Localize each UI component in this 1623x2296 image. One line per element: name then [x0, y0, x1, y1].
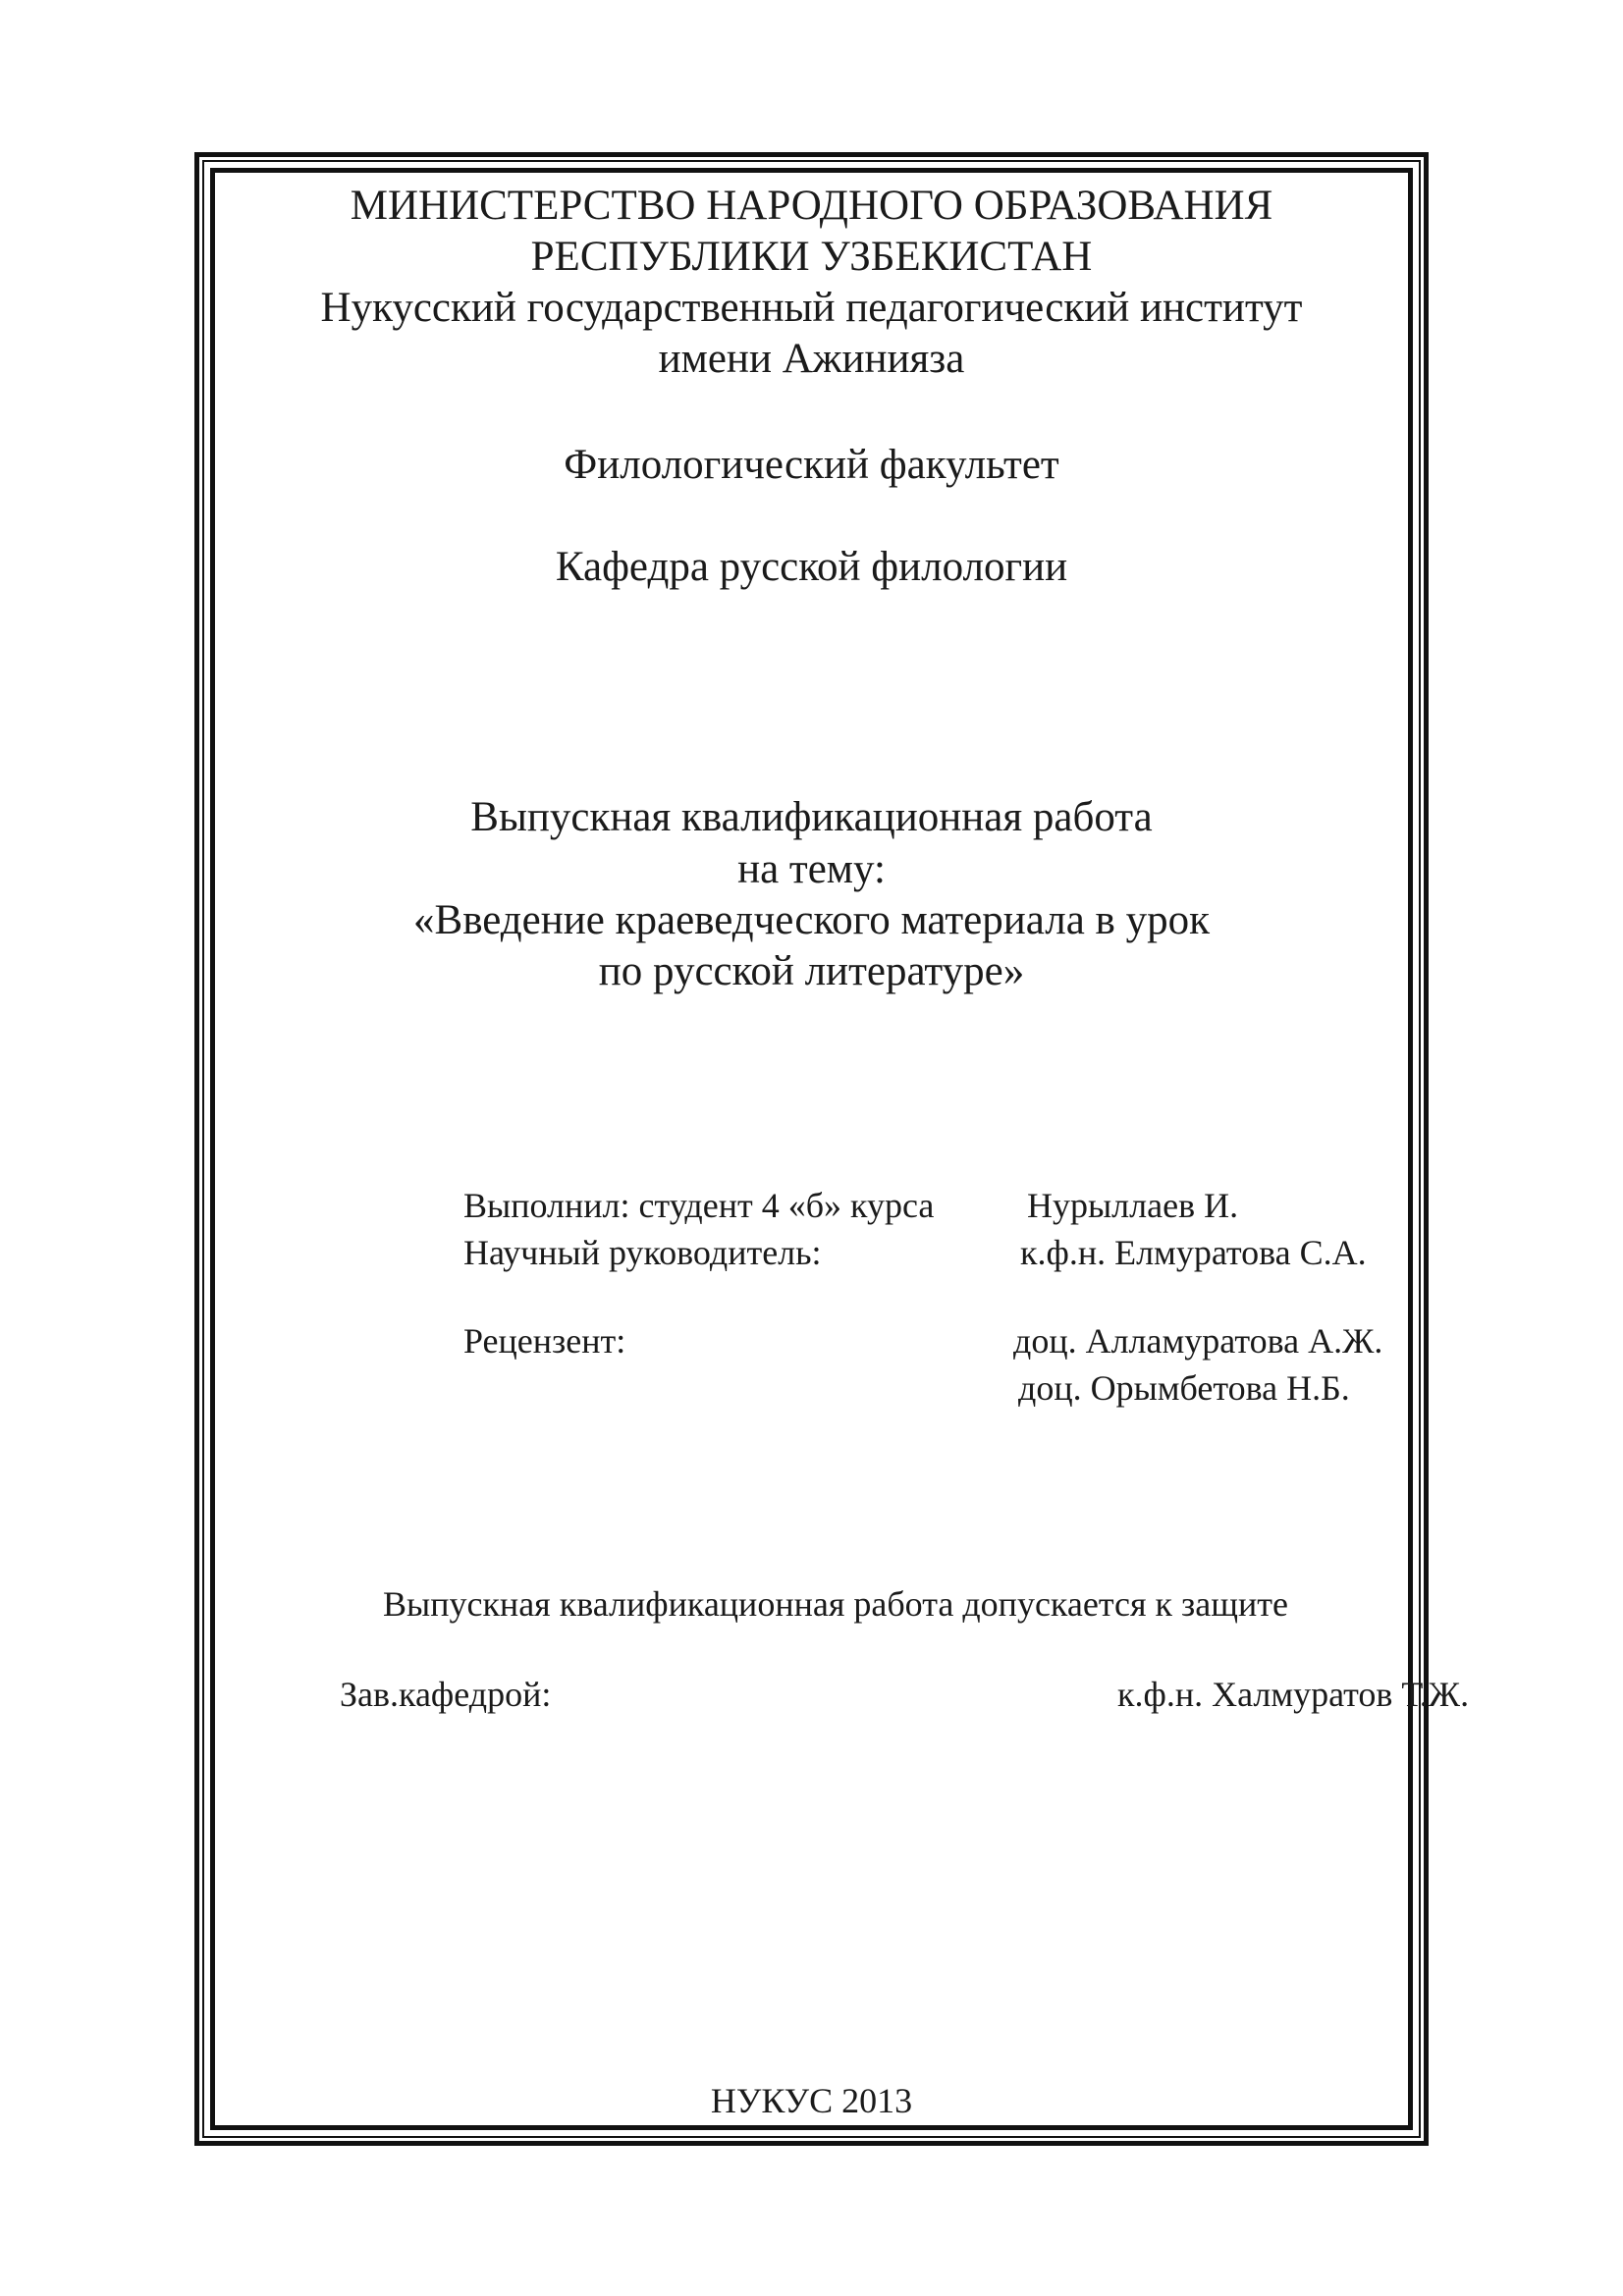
author-label: Выполнил: студент 4 «б» курса: [463, 1186, 935, 1225]
supervisor-name: к.ф.н. Елмуратова С.А.: [1020, 1233, 1367, 1272]
supervisor-label: Научный руководитель:: [463, 1233, 822, 1272]
reviewer-name-1: доц. Алламуратова А.Ж.: [1013, 1321, 1383, 1361]
department-head-name: к.ф.н. Халмуратов Т.Ж.: [1117, 1675, 1470, 1714]
thesis-title-line1: «Введение краеведческого материала в урок: [413, 897, 1210, 943]
ministry-title-line1: МИНИСТЕРСТВО НАРОДНОГО ОБРАЗОВАНИЯ: [350, 183, 1273, 229]
institute-name-line2: имени Ажинияза: [658, 336, 965, 382]
faculty-name: Филологический факультет: [564, 442, 1059, 488]
institute-name-line1: Нукусский государственный педагогический институт: [320, 285, 1303, 331]
reviewer-label: Рецензент:: [463, 1321, 626, 1361]
author-name: Нурыллаев И.: [1027, 1186, 1239, 1225]
city-year: НУКУС 2013: [710, 2081, 913, 2120]
thesis-type: Выпускная квалификационная работа: [470, 794, 1153, 840]
thesis-topic-label: на тему:: [737, 846, 886, 892]
department-head-label: Зав.кафедрой:: [340, 1675, 552, 1714]
thesis-title-line2: по русской литературе»: [598, 948, 1025, 994]
reviewer-name-2: доц. Орымбетова Н.Б.: [1018, 1368, 1350, 1408]
admission-statement: Выпускная квалификационная работа допускается к защите: [383, 1584, 1288, 1624]
department-name: Кафедра русской филологии: [555, 544, 1068, 590]
ministry-title-line2: РЕСПУБЛИКИ УЗБЕКИСТАН: [530, 234, 1093, 280]
